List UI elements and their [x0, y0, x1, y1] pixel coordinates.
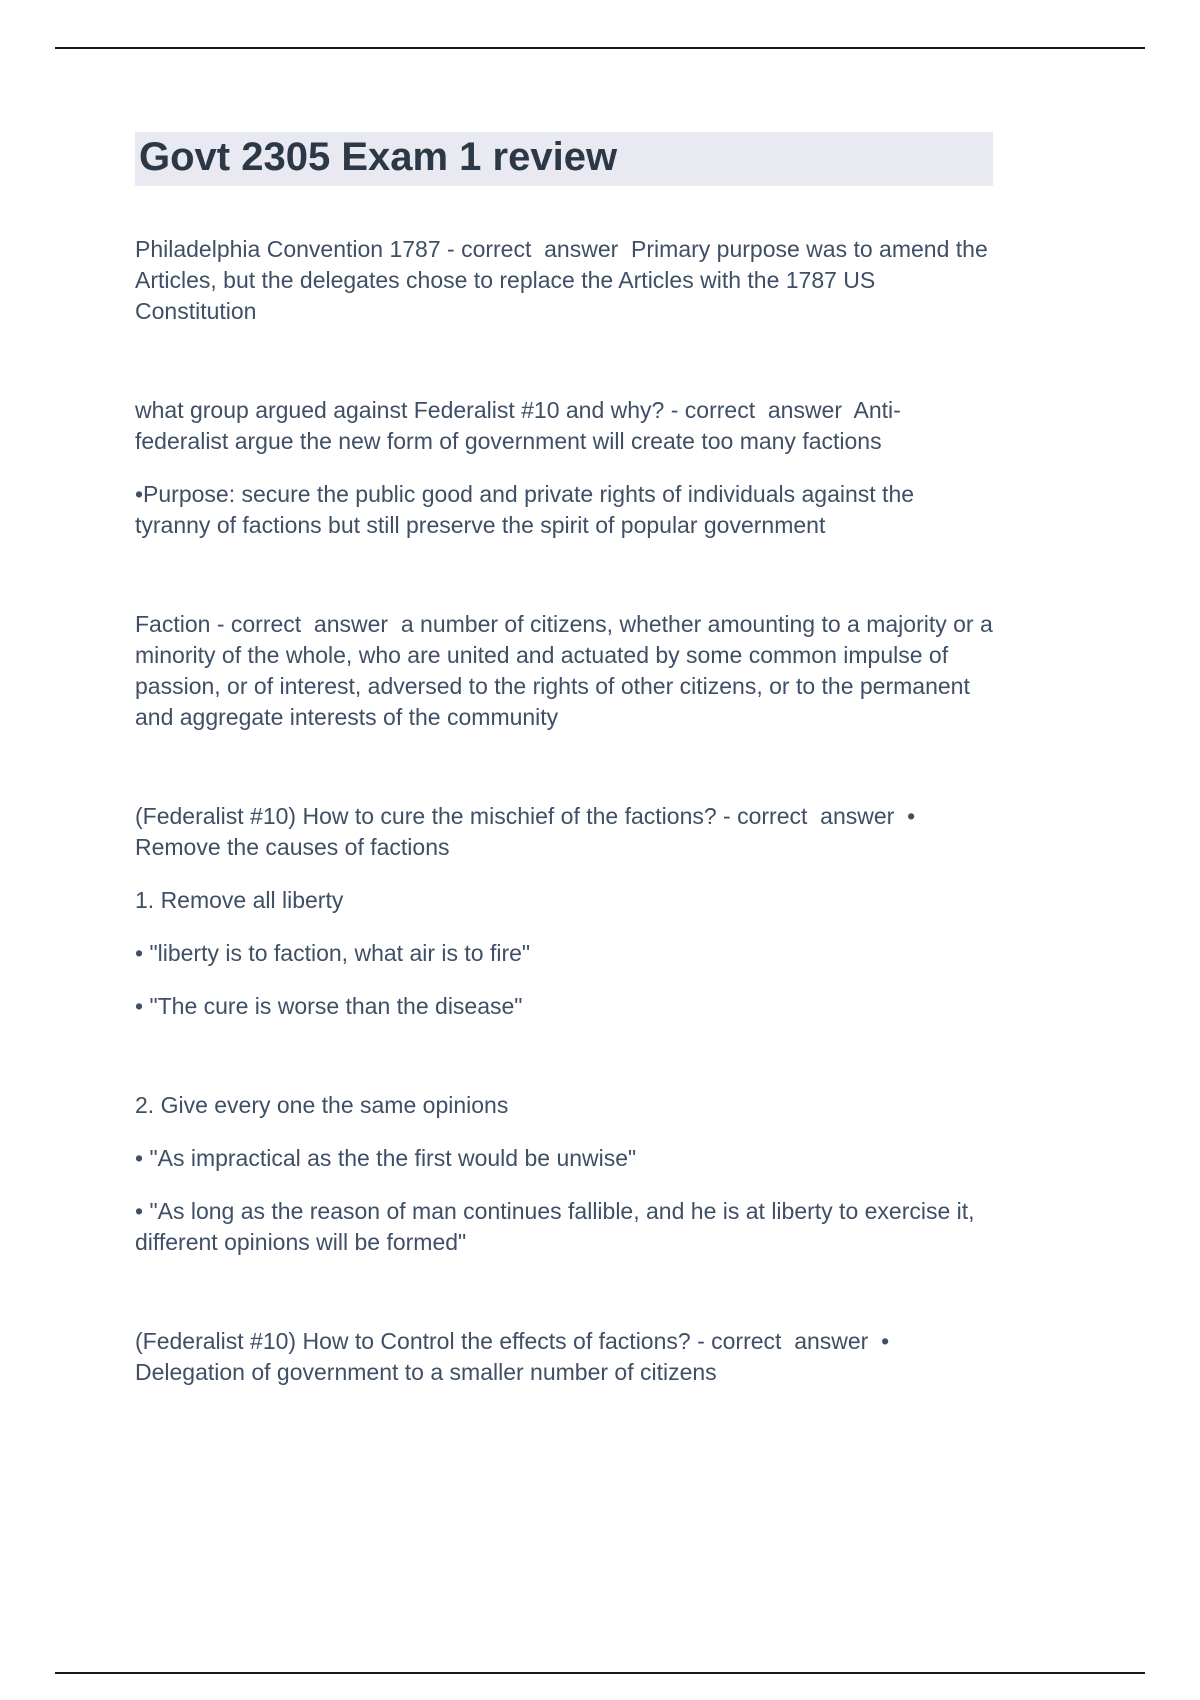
- paragraph-faction-definition: Faction - correct answer a number of citizens, whether amounting to a majority or a minority of the whole, who are united and actuated by some common impulse of passion, or of interest, adversed to the rights of other citizens, or to the permanent and aggregate interests of the community: [135, 611, 1000, 730]
- paragraph-liberty-quote: • "liberty is to faction, what air is to fire": [135, 940, 531, 966]
- page-title: Govt 2305 Exam 1 review: [135, 132, 993, 186]
- paragraph-same-opinions: 2. Give every one the same opinions: [135, 1092, 509, 1118]
- paragraph-impractical-quote: • "As impractical as the the first would be unwise": [135, 1145, 637, 1171]
- page-bottom-rule: [55, 1672, 1145, 1674]
- paragraph-purpose-bullet: •Purpose: secure the public good and private rights of individuals against the tyranny of factions but still preserve the spirit of popular government: [135, 481, 921, 538]
- document-body: [135, 132, 1000, 1388]
- paragraph-cure-worse-quote: • "The cure is worse than the disease": [135, 993, 523, 1019]
- paragraph-cure-mischief: (Federalist #10) How to cure the mischief of the factions? - correct answer • Remove the causes of factions: [135, 803, 922, 860]
- paragraph-reason-fallible-quote: • "As long as the reason of man continues fallible, and he is at liberty to exercise it, different opinions will be formed": [135, 1198, 981, 1255]
- paragraph-philadelphia-convention: Philadelphia Convention 1787 - correct answer Primary purpose was to amend the Articles, but the delegates chose to replace the Articles with the 1787 US Constitution: [135, 236, 993, 324]
- paragraph-remove-liberty: 1. Remove all liberty: [135, 887, 344, 913]
- paragraph-control-effects: (Federalist #10) How to Control the effects of factions? - correct answer • Delegation of government to a smaller number of citizens: [135, 1328, 896, 1385]
- page-top-rule: [55, 47, 1145, 49]
- paragraph-federalist10-opposition: what group argued against Federalist #10 and why? - correct answer Anti-federalist argue the new form of government will create too many factions: [135, 397, 901, 454]
